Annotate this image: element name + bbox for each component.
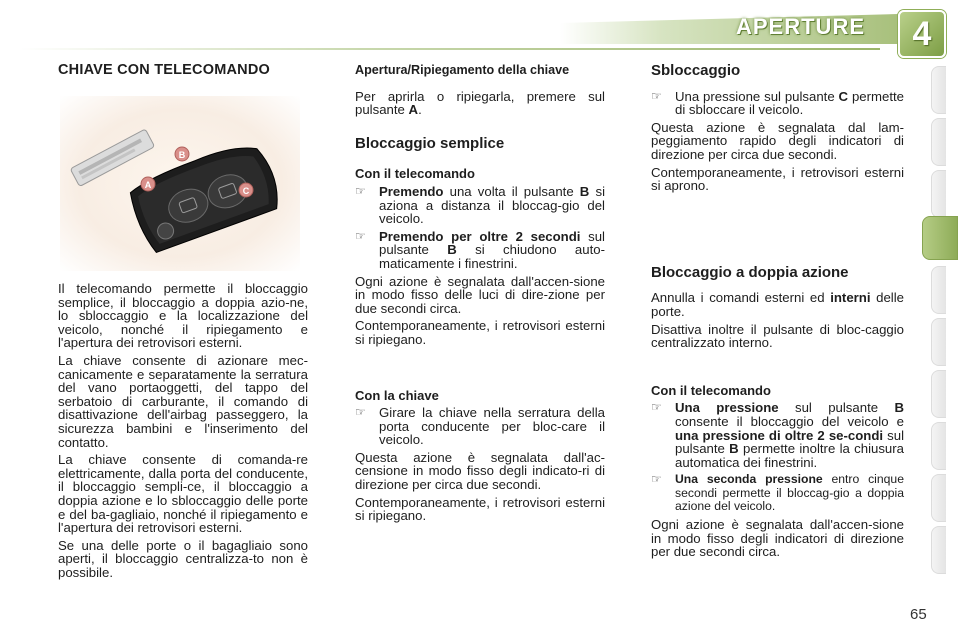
callout-b-label: B (178, 150, 186, 160)
fold-text-post: . (418, 102, 422, 118)
text: una volta il pulsante (443, 183, 580, 199)
list-item-text (379, 230, 605, 271)
paragraph: Se una delle porte o il bagagliaio sono aperti, il bloccaggio centralizza-to non è possibile. (58, 537, 308, 580)
column-1 (58, 64, 308, 78)
text: permette inoltre la chiusura automatica dei finestrini. (675, 441, 904, 470)
pointing-hand-icon: ☞ (355, 228, 366, 243)
text: sul pulsante (675, 427, 904, 457)
list-item-text (675, 401, 904, 469)
pointing-hand-icon: ☞ (651, 472, 662, 487)
section-title-simple-lock: Bloccaggio semplice (355, 134, 505, 152)
list-item-text (675, 473, 904, 514)
text: delle porte. (651, 290, 904, 319)
paragraph: Contemporaneamente, i retrovisori esterni si ripiegano. (355, 318, 605, 347)
chapter-tab-5[interactable] (931, 266, 946, 314)
bold-lead: Una pressione (675, 400, 779, 416)
fold-text-pre: Per aprirla o ripiegarla, premere sul pulsante (355, 88, 605, 118)
section-title-unlock: Sbloccaggio (651, 62, 741, 79)
chapter-tab-6[interactable] (931, 318, 946, 366)
bold-lead: Premendo per oltre 2 secondi (379, 228, 581, 244)
remote-key-illustration (60, 96, 300, 271)
section-title-key: CHIAVE CON TELECOMANDO (58, 62, 270, 78)
paragraph: Questa azione è segnalata dall'ac-censione in modo fisso degli indicato-ri di direzione per circa due secondi. (355, 449, 605, 493)
paragraph: Contemporaneamente, i retrovisori esterni si aprono. (651, 164, 904, 194)
section-title-double-lock: Bloccaggio a doppia azione (651, 263, 849, 281)
page-number: 65 (910, 606, 927, 623)
chapter-title: APERTURE (736, 14, 866, 39)
pointing-hand-icon: ☞ (651, 88, 662, 103)
key-subtitle: Con la chiave (355, 387, 439, 403)
paragraph: Disattiva inoltre il pulsante di bloc-caggio centralizzato interno. (651, 321, 904, 351)
text: Una pressione sul pulsante (675, 88, 839, 104)
text: si chiudono auto-maticamente i finestrini. (379, 242, 605, 271)
list-item-text: Girare la chiave nella serratura della porta conducente per bloc-care il veicolo. (379, 405, 605, 448)
column-2 (355, 64, 605, 527)
text: sul pulsante (778, 400, 895, 416)
list-item (651, 90, 904, 117)
callout-a-label: A (144, 180, 152, 190)
column-3 (651, 64, 904, 563)
remote-subtitle: Con il telecomando (355, 166, 475, 182)
list-item-text (379, 185, 605, 226)
chapter-number: 4 (898, 10, 946, 58)
text: sul pulsante (379, 228, 605, 258)
paragraph (651, 291, 904, 318)
key-letter: C (838, 88, 849, 104)
remote-subtitle: Con il telecomando (651, 382, 771, 398)
fold-text (355, 90, 605, 117)
list-item (355, 185, 605, 226)
text: consente il bloccaggio del veicolo e (675, 413, 904, 429)
bold-lead: Premendo (379, 183, 444, 199)
paragraph: Il telecomando permette il bloccaggio semplice, il bloccaggio a doppia azio-ne, lo sbloccaggio e la localizzazione del veicolo, nonché il ripiegamento e l'apertura dei retrovisori esterni. (58, 281, 308, 351)
text: Annulla i comandi esterni ed (651, 290, 831, 306)
bold-lead: Una seconda pressione (675, 472, 823, 487)
list-item (651, 473, 904, 514)
bold-text: interni (830, 290, 871, 306)
list-item (651, 401, 904, 469)
chapter-tab-4-active[interactable] (922, 216, 958, 260)
chapter-tab-3[interactable] (931, 170, 946, 218)
list-item (355, 230, 605, 271)
fold-title: Apertura/Ripiegamento della chiave (355, 63, 570, 77)
key-letter: B (729, 441, 739, 457)
text: permette di sbloccare il veicolo. (675, 88, 904, 118)
bold-text: una pressione di oltre 2 se-condi (675, 427, 884, 443)
list-item-text (675, 90, 904, 117)
header-rule (20, 48, 880, 50)
text: si aziona a distanza il bloccag-gio del veicolo. (379, 183, 605, 227)
chapter-tab-8[interactable] (931, 422, 946, 470)
key-letter: B (894, 400, 904, 416)
column-1-body (58, 282, 308, 583)
paragraph: Questa azione è segnalata dal lam-peggiamento rapido degli indicatori di direzione per circa due secondi. (651, 119, 904, 162)
chapter-tab-10[interactable] (931, 526, 946, 574)
paragraph: Ogni azione è segnalata dall'accen-sione in modo fisso delle luci di dire-zione per due secondi circa. (355, 273, 605, 316)
pointing-hand-icon: ☞ (355, 405, 366, 420)
pointing-hand-icon: ☞ (651, 400, 662, 415)
key-letter: B (447, 242, 457, 258)
chapter-tabs (925, 66, 955, 576)
paragraph: Ogni azione è segnalata dall'accen-sione in modo fisso degli indicatori di direzione per due secondi circa. (651, 517, 904, 560)
key-letter: A (408, 102, 419, 118)
chapter-tab-2[interactable] (931, 118, 946, 166)
key-photo (60, 96, 300, 271)
paragraph: La chiave consente di comanda-re elettricamente, dalla porta del conducente, il bloccaggio sempli-ce, il bloccaggio a doppia azione e lo sbloccaggio delle porte e del ba-gagliaio, nonché il ripiegamento e l'apertura dei retrovisori esterni. (58, 452, 308, 536)
paragraph: Contemporaneamente, i retrovisori esterni si ripiegano. (355, 494, 605, 524)
text: entro cinque secondi permette il bloccag-gio a doppia azione del veicolo. (675, 472, 904, 514)
paragraph: La chiave consente di azionare mec-canicamente e separatamente la serratura del vano portaoggetti, del tappo del serbatoio di carburante, il comando di disattivazione dell'airbag passeggero, la sicurezza bambini e l'inserimento del contatto. (58, 352, 308, 450)
pointing-hand-icon: ☞ (355, 183, 366, 198)
chapter-tab-7[interactable] (931, 370, 946, 418)
list-item (355, 406, 605, 447)
chapter-tab-1[interactable] (931, 66, 946, 114)
key-letter: B (579, 183, 590, 199)
callout-c-label: C (242, 186, 250, 196)
chapter-tab-9[interactable] (931, 474, 946, 522)
